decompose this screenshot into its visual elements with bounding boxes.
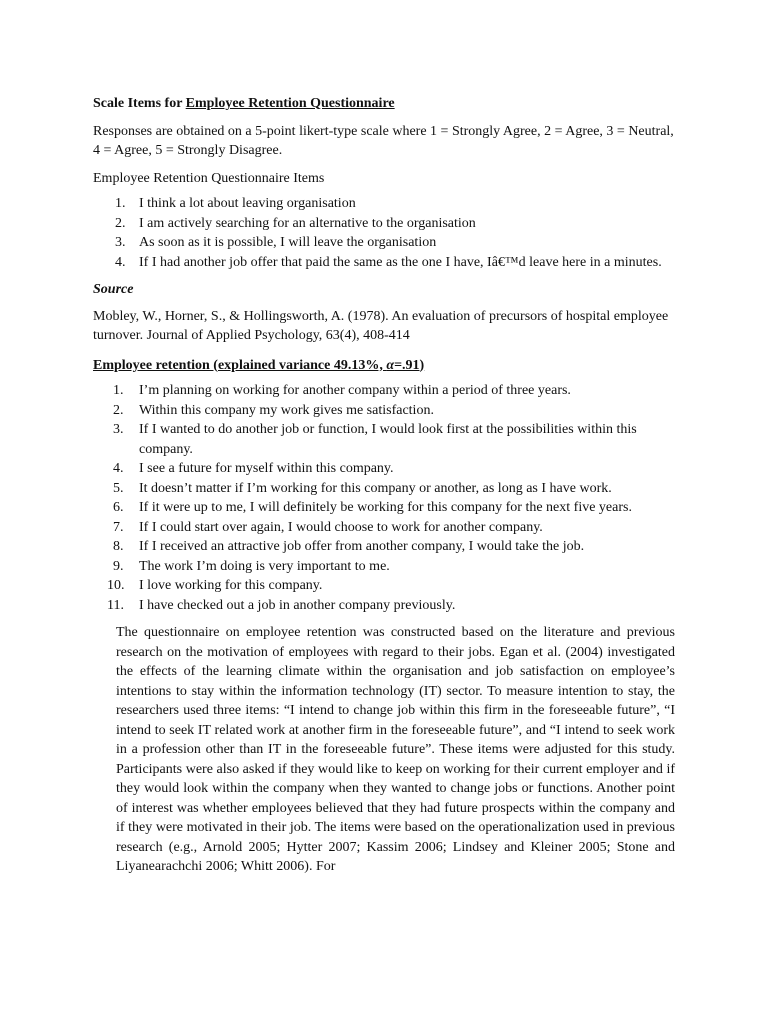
item-text: Within this company my work gives me satisfaction. [139, 402, 434, 418]
item-text: I see a future for myself within this company. [139, 461, 394, 476]
scale-description: Responses are obtained on a 5-point likert-type scale where 1 = Strongly Agree, 2 = Agree, 3 = Neutral, 4 = Agree, 5 = Strongly Disagree. [93, 123, 674, 158]
document-title [93, 94, 675, 114]
item-text: If I wanted to do another job or function, I would look first at the possibilities within this company. [139, 422, 637, 457]
item-text: I’m planning on working for another company within a period of three years. [139, 383, 571, 398]
item-number: 1. [113, 383, 124, 398]
item-number: 3. [113, 422, 124, 437]
item-number: 10. [107, 578, 125, 593]
item-text: I have checked out a job in another company previously. [139, 597, 456, 613]
questionnaire-items-list [93, 194, 675, 272]
item-number: 5. [113, 480, 124, 496]
list-item [93, 459, 675, 479]
item-text: The work I’m doing is very important to me. [139, 558, 390, 574]
list-item [93, 576, 675, 596]
item-text: If I had another job offer that paid the same as the one I have, Iâ€™d leave here in a minutes. [139, 254, 662, 270]
item-text: I am actively searching for an alternative to the organisation [139, 215, 476, 231]
list-item [93, 233, 675, 253]
list-item [93, 596, 675, 616]
item-text: I love working for this company. [139, 578, 323, 593]
item-text: If I received an attractive job offer from another company, I would take the job. [139, 539, 585, 554]
list-item [93, 498, 675, 518]
item-number: 2. [115, 215, 126, 231]
item-text: It doesn’t matter if I’m working for this company or another, as long as I have work. [139, 480, 612, 496]
item-text: If I could start over again, I would choose to work for another company. [139, 519, 543, 535]
items-subheading: Employee Retention Questionnaire Items [93, 170, 325, 186]
list-item [93, 194, 675, 214]
reference-citation: Mobley, W., Horner, S., & Hollingsworth, A. (1978). An evaluation of precursors of hospital employee turnover. Journal of Applied Psychology, 63(4), 408-414 [93, 308, 669, 343]
item-text: As soon as it is possible, I will leave the organisation [139, 235, 437, 250]
list-item [93, 557, 675, 577]
body-paragraph: The questionnaire on employee retention was constructed based on the literature and previous research on the motivation of employees with regard to their jobs. Egan et al. (2004) investigated the effects of the learning climate within the organisation and job satisfaction on employee’s intentions to stay within the information technology (IT) sector. To measure intention to stay, the researchers used three items: “I intend to change job within this firm in the foreseeable future”, “I intend to seek IT related work at another firm in the foreseeable future”, and “I intend to seek work in a profession other than IT in the foreseeable future”. These items were adjusted for this study. Participants were also asked if they would like to keep on working for their current employer and if they would look within the company when they wanted to change jobs or functions. Another point of interest was whether employees believed that they had future prospects within the company and if they were motivated in their job. The items were based on the operationalization used in previous research (e.g., Arnold 2005; Hytter 2007; Kassim 2006; Lindsey and Kleiner 2005; Stone and Liyanearachchi 2006; Whitt 2006). For [116, 625, 675, 874]
item-number: 3. [115, 235, 126, 250]
section-heading-prefix: Employee retention (explained variance 49.13%, [93, 357, 387, 373]
document-content [93, 94, 675, 877]
list-item [93, 479, 675, 499]
title-underlined: Employee Retention Questionnaire [185, 96, 395, 111]
item-number: 1. [115, 196, 126, 211]
list-item [93, 537, 675, 557]
list-item [93, 381, 675, 401]
source-heading: Source [93, 282, 134, 297]
item-number: 4. [113, 461, 124, 476]
item-number: 9. [113, 558, 124, 574]
list-item [93, 214, 675, 234]
item-text: If it were up to me, I will definitely be working for this company for the next five years. [139, 500, 632, 515]
section-heading [93, 356, 675, 376]
alpha-symbol: α [386, 357, 395, 373]
item-number: 4. [115, 254, 126, 270]
item-number: 11. [107, 597, 124, 613]
list-item [93, 401, 675, 421]
section-heading-suffix: =.91) [394, 357, 425, 373]
item-number: 7. [113, 519, 124, 535]
list-item [93, 253, 675, 273]
item-number: 8. [113, 539, 124, 554]
retention-items-list [93, 381, 675, 615]
list-item [93, 420, 675, 459]
title-prefix: Scale Items for [93, 96, 186, 111]
item-number: 2. [113, 402, 124, 418]
item-number: 6. [113, 500, 124, 515]
item-text: I think a lot about leaving organisation [139, 196, 356, 211]
list-item [93, 518, 675, 538]
